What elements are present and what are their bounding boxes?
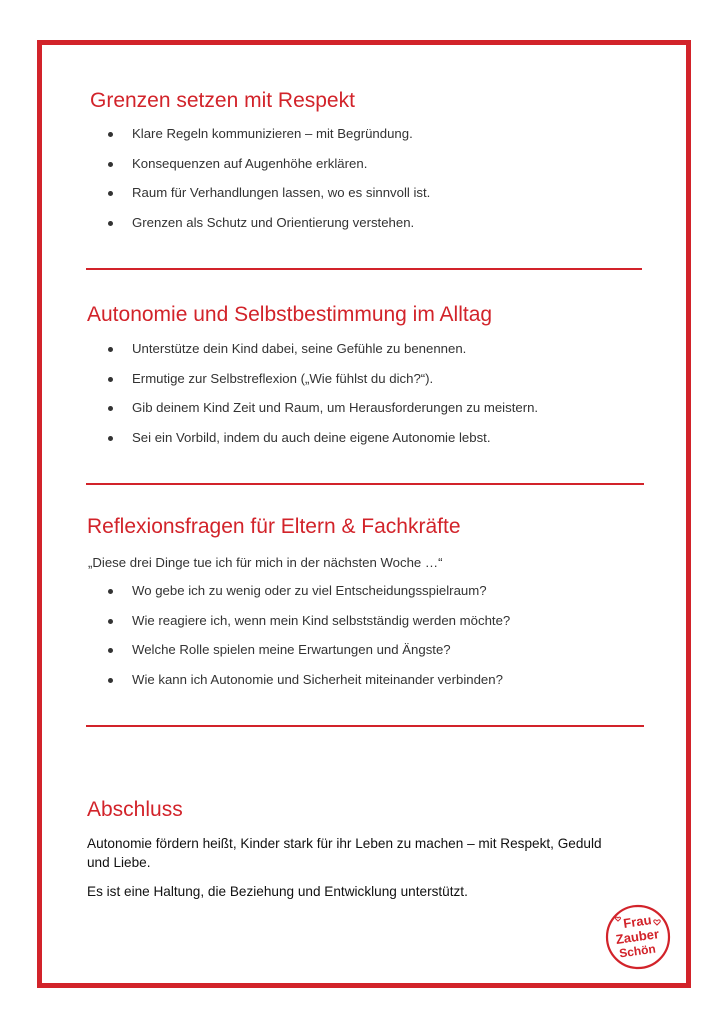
section-divider — [86, 725, 644, 727]
bullet-icon — [108, 162, 113, 167]
bullet-icon — [108, 347, 113, 352]
bullet-icon — [108, 648, 113, 653]
bullet-icon — [108, 678, 113, 683]
list-item: Konsequenzen auf Augenhöhe erklären. — [108, 156, 430, 186]
bullet-icon — [108, 132, 113, 137]
bullet-icon — [108, 221, 113, 226]
list-item: Sei ein Vorbild, indem du auch deine eigene Autonomie lebst. — [108, 430, 538, 460]
list-item: Wie reagiere ich, wenn mein Kind selbstständig werden möchte? — [108, 613, 510, 643]
section-divider — [86, 483, 644, 485]
bullet-list-reflexion — [108, 583, 510, 701]
logo-text: Frau — [622, 912, 653, 931]
bullet-icon — [108, 436, 113, 441]
list-item: Gib deinem Kind Zeit und Raum, um Herausforderungen zu meistern. — [108, 400, 538, 430]
bullet-icon — [108, 377, 113, 382]
closing-paragraph: Autonomie fördern heißt, Kinder stark für ihr Leben zu machen – mit Respekt, Geduld und Liebe. — [87, 836, 602, 870]
list-item: Wie kann ich Autonomie und Sicherheit miteinander verbinden? — [108, 672, 510, 702]
section-divider — [86, 268, 642, 270]
section-title-abschluss: Abschluss — [87, 798, 183, 821]
list-item: Wo gebe ich zu wenig oder zu viel Entscheidungsspielraum? — [108, 583, 510, 613]
bullet-list-grenzen — [108, 126, 430, 244]
list-item: Klare Regeln kommunizieren – mit Begründung. — [108, 126, 430, 156]
closing-paragraph: Es ist eine Haltung, die Beziehung und Entwicklung unterstützt. — [87, 884, 468, 899]
list-item: Welche Rolle spielen meine Erwartungen und Ängste? — [108, 642, 510, 672]
logo-text: Schön — [618, 941, 657, 961]
bullet-icon — [108, 589, 113, 594]
reflexion-intro: „Diese drei Dinge tue ich für mich in der nächsten Woche …“ — [88, 555, 443, 570]
bullet-icon — [108, 406, 113, 411]
bullet-icon — [108, 619, 113, 624]
section-title-grenzen: Grenzen setzen mit Respekt — [90, 89, 355, 112]
logo-text: Zauber — [614, 926, 660, 947]
section-title-reflexionsfragen: Reflexionsfragen für Eltern & Fachkräfte — [87, 515, 461, 538]
section-title-autonomie: Autonomie und Selbstbestimmung im Alltag — [87, 303, 493, 326]
list-item: Raum für Verhandlungen lassen, wo es sinnvoll ist. — [108, 185, 430, 215]
frau-zauber-schoen-logo — [605, 904, 671, 970]
bullet-list-autonomie — [108, 341, 538, 459]
list-item: Grenzen als Schutz und Orientierung verstehen. — [108, 215, 430, 245]
list-item: Ermutige zur Selbstreflexion („Wie fühlst du dich?“). — [108, 371, 538, 401]
list-item: Unterstütze dein Kind dabei, seine Gefühle zu benennen. — [108, 341, 538, 371]
bullet-icon — [108, 191, 113, 196]
